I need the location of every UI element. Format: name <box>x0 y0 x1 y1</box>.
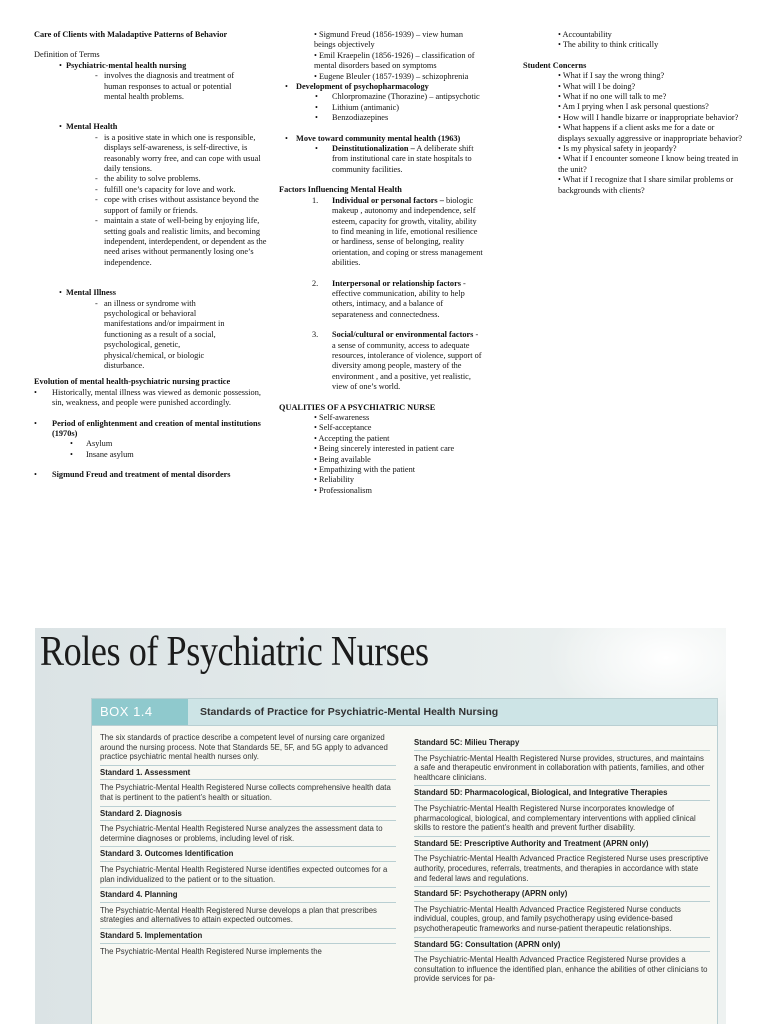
enlightenment-item: • Insane asylum <box>70 449 134 459</box>
term-item: - the ability to solve problems. <box>95 174 201 184</box>
standard-text: The Psychiatric-Mental Health Advanced Practice Registered Nurse uses prescriptive authority, procedures, referrals, treatments, and therapies in accordance with state and federal laws and regulations. <box>414 854 709 883</box>
qualities-continued <box>523 30 743 51</box>
standard-heading: Standard 3. Outcomes Identification <box>100 846 396 862</box>
term-heading: Mental Illness <box>66 288 117 298</box>
box-right-column <box>414 733 710 986</box>
qualities-list <box>279 413 495 496</box>
column-3 <box>523 30 743 196</box>
factor-item: 2. Interpersonal or relationship factors - effective communication, ability to help others, intimacy, and a balance of separateness and connectedness. <box>312 278 466 319</box>
standard-text: The Psychiatric-Mental Health Advanced Practice Registered Nurse conducts individual, couples, group, and family psychotherapy using evidence-based psychotherapeutic frameworks and nurse-patient therapeutic relationships. <box>414 904 681 933</box>
term-item: - is a positive state in which one is responsible, displays self-awareness, is self-directive, is reasonably worry free, and can cope with usual daily tensions. <box>95 132 261 174</box>
standard-heading: Standard 5F: Psychotherapy (APRN only) <box>414 886 710 902</box>
psychopharm-item: • Chlorpromazine (Thorazine) – antipsychotic <box>315 92 480 102</box>
psychopharm-item: • Lithium (antimanic) <box>315 102 400 112</box>
quality-item: • Reliability <box>314 475 355 485</box>
standard-heading: Standard 5E: Prescriptive Authority and Treatment (APRN only) <box>414 836 710 852</box>
term-heading: Psychiatric-mental health nursing <box>66 60 187 70</box>
enlightenment-item: • Asylum <box>70 439 113 449</box>
column-1 <box>34 30 274 481</box>
deinstitutionalization: • Deinstitutionalization – A deliberate shift from institutional care in state hospitals to community facilities. <box>315 144 474 174</box>
standard-text: The Psychiatric-Mental Health Registered Nurse incorporates knowledge of pharmacological, biological, and complementary interventions with applied clinical skills to restore the patient’s health and prevent further disability. <box>414 803 696 833</box>
standard-text: The Psychiatric-Mental Health Registered Nurse collects comprehensive health data that is pertinent to the patient’s health or situation. <box>100 783 391 802</box>
concern-item: • Am I prying when I ask personal questions? <box>558 102 709 112</box>
factors-heading: Factors Influencing Mental Health <box>279 185 402 195</box>
concern-item: • How will I handle bizarre or inappropriate behavior? <box>558 112 739 122</box>
evolution-heading: Evolution of mental health-psychiatric nursing practice <box>34 377 231 387</box>
box-label: BOX 1.4 <box>92 699 188 725</box>
concern-item: • What will I be doing? <box>558 81 636 91</box>
quality-item: • Empathizing with the patient <box>314 465 416 475</box>
quality-item: • Accountability <box>558 30 612 39</box>
term-psychiatric-nursing: • Psychiatric-mental health nursing <box>52 61 274 71</box>
concern-item: • What if I encounter someone I know being treated in the unit? <box>558 154 739 174</box>
concern-item: • What happens if a client asks me for a date or displays sexually aggressive or inappropriate behavior? <box>558 123 743 143</box>
roles-title: Roles of Psychiatric Nurses <box>40 629 429 675</box>
standard-heading: Standard 5G: Consultation (APRN only) <box>414 937 710 953</box>
standard-text: The Psychiatric-Mental Health Registered Nurse provides, structures, and maintains a safe and therapeutic environment in collaboration with patients, families, and other healthcare clinicians. <box>414 753 705 782</box>
standard-heading: Standard 5D: Pharmacological, Biological, and Integrative Therapies <box>414 785 710 801</box>
standards-box <box>91 698 718 1024</box>
textbook-scan <box>35 628 726 1024</box>
standard-heading: Standard 4. Planning <box>100 887 396 903</box>
freud-lines: • Sigmund Freud (1856-1939) – view human beings objectively • Emil Kraepelin (1856-1926) – classification of mental disorders based on symptoms • Eugene Bleuler (1857-1939) – schizophrenia <box>314 30 475 81</box>
psychopharm-heading: • Development of psychopharmacology <box>285 82 429 92</box>
concern-item: • What if no one will talk to me? <box>558 92 667 102</box>
standard-text: The Psychiatric-Mental Health Registered Nurse implements the <box>100 946 322 956</box>
quality-item: • Self-acceptance <box>314 423 372 433</box>
column-2 <box>279 30 495 496</box>
standard-heading: Standard 5. Implementation <box>100 928 396 944</box>
quality-item: • Self-awareness <box>314 413 370 422</box>
psychopharm-item: • Benzodiazepines <box>315 113 389 123</box>
concerns-list <box>523 71 743 196</box>
term-mental-health: • Mental Health <box>52 122 274 132</box>
concern-item: • What if I recognize that I share similar problems or backgrounds with clients? <box>558 175 734 195</box>
term-item: - maintain a state of well-being by enjoying life, setting goals and realistic limits, and becoming independent, interdependent, or dependent as the need arises without permanently losing one’s independence. <box>95 216 267 267</box>
standard-text: The Psychiatric-Mental Health Advanced Practice Registered Nurse provides a consultation to influence the identified plan, enhance the abilities of other clinicians to provide services for pa- <box>414 955 708 984</box>
term-item: - involves the diagnosis and treatment of human responses to actual or potential mental health problems. <box>95 71 235 102</box>
concern-item: • Is my physical safety in jeopardy? <box>558 144 677 154</box>
freud-heading: • Sigmund Freud and treatment of mental disorders <box>34 470 231 480</box>
community-heading: • Move toward community mental health (1963) <box>285 133 461 143</box>
term-mental-illness: • Mental Illness <box>52 288 274 298</box>
standard-heading: Standard 2. Diagnosis <box>100 806 396 822</box>
enlightenment-heading: • Period of enlightenment and creation of mental institutions (1970s) <box>34 418 261 438</box>
term-item: - an illness or syndrome with psychological or behavioral manifestations and/or impairment in functioning as a result of a social, psychological, genetic, physical/chemical, or biologic disturbance. <box>95 298 225 370</box>
standard-text: The Psychiatric-Mental Health Registered Nurse analyzes the assessment data to determine diagnoses or problems, including level of risk. <box>100 824 383 843</box>
box-title: Standards of Practice for Psychiatric-Mental Health Nursing <box>200 706 499 718</box>
evolution-item: • Historically, mental illness was viewed as demonic possession, sin, weakness, and people were punished accordingly. <box>34 387 261 408</box>
quality-item: • Professionalism <box>314 485 372 495</box>
box-left-column <box>100 733 396 958</box>
term-item: - fulfill one’s capacity for love and work. <box>95 184 236 194</box>
standard-text: The Psychiatric-Mental Health Registered Nurse identifies expected outcomes for a plan individualized to the patient or to the situation. <box>100 864 388 884</box>
box-header <box>92 699 717 726</box>
standard-text: The Psychiatric-Mental Health Registered Nurse develops a plan that prescribes strategies and alternatives to attain expected outcomes. <box>100 905 377 925</box>
definition-of-terms: Definition of Terms <box>34 50 100 60</box>
quality-item: • Being sincerely interested in patient care <box>314 444 455 454</box>
document-title: Care of Clients with Maladaptive Patterns of Behavior <box>34 30 228 39</box>
factor-item: 3. Social/cultural or environmental factors - a sense of community, access to adequate resources, intolerance of violence, support of diversity among people, mastery of the environment , and a positive, yet realistic, view of one’s world. <box>312 330 482 392</box>
quality-item: • The ability to think critically <box>558 40 659 50</box>
student-concerns-heading: Student Concerns <box>523 60 587 70</box>
qualities-heading: QUALITIES OF A PSYCHIATRIC NURSE <box>279 402 436 412</box>
factor-item: 1. Individual or personal factors – biologic makeup , autonomy and independence, self esteem, capacity for growth, vitality, ability to find meaning in life, emotional resilience or hardiness, sense of belonging, reality orientation, and coping or stress management abilities. <box>312 195 483 268</box>
quality-item: • Being available <box>314 454 371 464</box>
standard-heading: Standard 1. Assessment <box>100 765 396 781</box>
quality-item: • Accepting the patient <box>314 433 390 443</box>
standard-heading: Standard 5C: Milieu Therapy <box>414 736 710 751</box>
term-item: - cope with crises without assistance beyond the support of family or friends. <box>95 195 259 215</box>
term-heading: Mental Health <box>66 122 118 132</box>
standard-text: The six standards of practice describe a competent level of nursing care organized around the nursing process. Note that Standards 5E, 5F, and 5G apply to advanced practice psychiatric mental health nurses only. <box>100 733 388 762</box>
concern-item: • What if I say the wrong thing? <box>558 71 665 81</box>
